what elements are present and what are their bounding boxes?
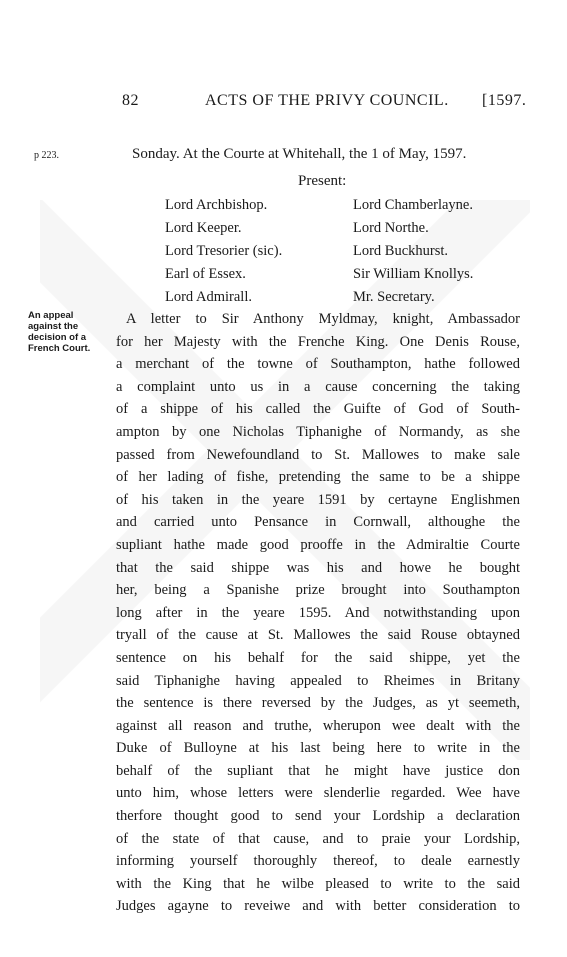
- body-line: of her lading of fishe, pretending the same to be a shippe: [116, 469, 520, 486]
- body-line: of a shippe of his called the Guifte of God of South-: [116, 401, 520, 418]
- body-line: therfore thought good to send your Lordship a declaration: [116, 808, 520, 825]
- body-line: of his taken in the yeare 1591 by certayne Englishmen: [116, 491, 520, 508]
- body-line: that the said shippe was his and howe he bought: [116, 559, 520, 576]
- member-right: Sir William Knollys.: [353, 266, 474, 282]
- body-line: behalf of the supliant that he might have justice don: [116, 762, 520, 779]
- member-right: Lord Chamberlayne.: [353, 197, 473, 213]
- body-line: Judges agayne to reveiwe and with better consideration to: [116, 898, 520, 915]
- side-note-line: against the: [28, 321, 79, 332]
- body-line: long after in the yeare 1595. And notwithstanding upon: [116, 604, 520, 621]
- body-line: unto him, whose letters were slenderlie regarded. Wee have: [116, 785, 520, 802]
- body-line: for her Majesty with the Frenche King. One Denis Rouse,: [116, 333, 520, 350]
- side-note-line: An appeal: [28, 310, 74, 321]
- body-text: [116, 308, 520, 918]
- member-right: Lord Northe.: [353, 220, 429, 236]
- member-left: Lord Admirall.: [165, 289, 252, 305]
- running-title: ACTS OF THE PRIVY COUNCIL.: [205, 92, 449, 109]
- body-line: sentence on his behalf for the said shippe, yet the: [116, 649, 520, 666]
- body-line: a merchant of the towne of Southampton, hathe followed: [116, 356, 520, 373]
- body-line: a complaint unto us in a cause concerning the taking: [116, 378, 520, 395]
- members-row: [165, 220, 505, 243]
- members-row: [165, 197, 505, 220]
- present-label: Present:: [298, 173, 347, 189]
- side-note-line: French Court.: [28, 343, 91, 354]
- body-line: A letter to Sir Anthony Myldmay, knight, Ambassador: [126, 311, 520, 327]
- body-line: supliant hathe made good prooffe in the Admiraltie Courte: [116, 536, 520, 553]
- dateline: Sonday. At the Courte at Whitehall, the 1 of May, 1597.: [132, 146, 467, 162]
- body-line: Duke of Bulloyne at his last being here to write in the: [116, 740, 520, 757]
- body-line: tryall of the cause at St. Mallowes the said Rouse obtayned: [116, 627, 520, 644]
- body-line: said Tiphanighe having appealed to Rheimes in Britany: [116, 672, 520, 689]
- member-left: Lord Archbishop.: [165, 197, 268, 213]
- body-line: against all reason and truthe, wherupon wee dealt with the: [116, 717, 520, 734]
- side-note-line: decision of a: [28, 332, 87, 343]
- page-reference: p 223.: [34, 150, 59, 161]
- running-year: [1597.: [482, 92, 527, 109]
- members-list: [165, 197, 505, 312]
- body-line: the sentence is there reversed by the Judges, as yt seemeth,: [116, 695, 520, 712]
- member-right: Lord Buckhurst.: [353, 243, 449, 259]
- side-note: [28, 310, 108, 354]
- body-line: informing yourself thoroughly thereof, to deale earnestly: [116, 853, 520, 870]
- members-row: [165, 266, 505, 289]
- body-line: passed from Newefoundland to St. Mallowes to make sale: [116, 446, 520, 463]
- body-line: with the King that he wilbe pleased to write to the said: [116, 875, 520, 892]
- body-line: of the state of that cause, and to praie your Lordship,: [116, 830, 520, 847]
- body-line: and carried unto Pensance in Cornwall, althoughe the: [116, 514, 520, 531]
- page-number: 82: [122, 92, 139, 109]
- member-left: Lord Keeper.: [165, 220, 242, 236]
- body-line: ampton by one Nicholas Tiphanighe of Normandy, as she: [116, 423, 520, 440]
- member-left: Earl of Essex.: [165, 266, 246, 282]
- page-header: [0, 92, 567, 116]
- body-line: her, being a Spanishe prize brought into Southampton: [116, 582, 520, 599]
- member-right: Mr. Secretary.: [353, 289, 435, 305]
- members-row: [165, 243, 505, 266]
- member-left: Lord Tresorier (sic).: [165, 243, 283, 259]
